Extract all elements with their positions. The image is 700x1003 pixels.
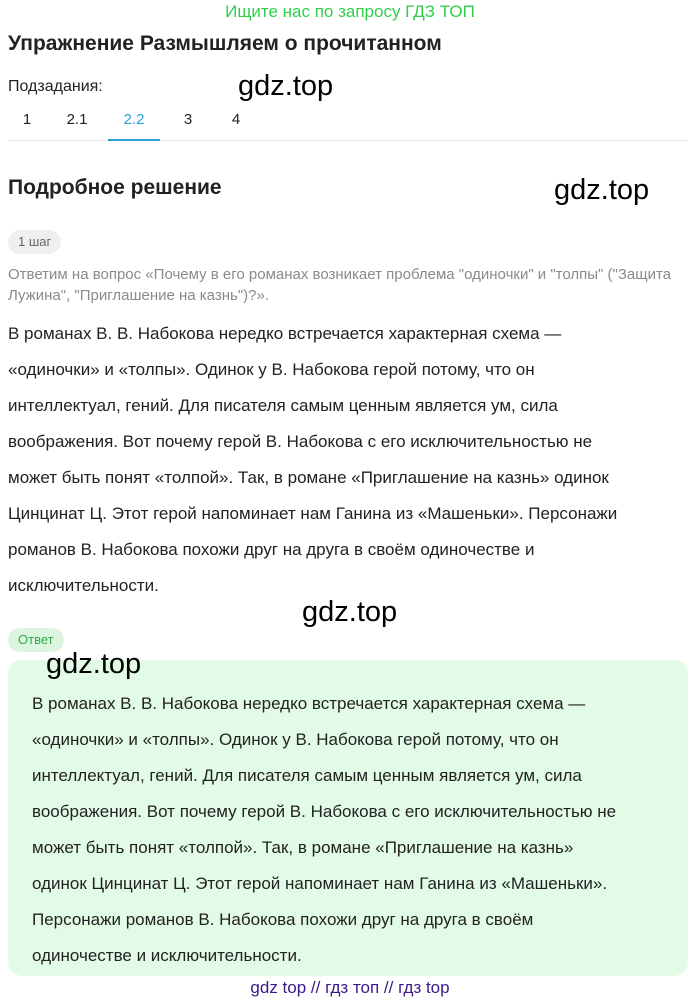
answer-line: одиночестве и исключительности. xyxy=(32,946,302,965)
answer-badge: Ответ xyxy=(8,628,64,652)
answer-line: интеллектуал, гений. Для писателя самым ценным является ум, сила xyxy=(32,766,582,785)
solution-text xyxy=(8,316,688,604)
solution-line: может быть понят «толпой». Так, в романе «Приглашение на казнь» одинок xyxy=(8,468,609,487)
watermark: gdz.top xyxy=(238,70,334,102)
promo-banner[interactable]: Ищите нас по запросу ГДЗ ТОП xyxy=(225,2,475,21)
step-badge: 1 шаг xyxy=(8,230,61,254)
tab-2-2[interactable]: 2.2 xyxy=(108,110,160,141)
solution-line: Цинцинат Ц. Этот герой напоминает нам Ганина из «Машеньки». Персонажи xyxy=(8,504,618,523)
tab-3[interactable]: 3 xyxy=(183,111,193,128)
solution-line: исключительности. xyxy=(8,576,159,595)
subtasks-label: Подзадания: xyxy=(8,78,103,95)
subtask-tabs xyxy=(8,110,688,141)
solution-title: Подробное решение xyxy=(8,176,222,199)
tab-1[interactable]: 1 xyxy=(22,111,32,128)
answer-line: «одиночки» и «толпы». Одинок у В. Набокова герой потому, что он xyxy=(32,730,559,749)
watermark: gdz.top xyxy=(302,596,398,628)
answer-line: В романах В. В. Набокова нередко встречается характерная схема — xyxy=(32,694,586,713)
watermark: gdz.top xyxy=(554,174,650,206)
footer-links[interactable]: gdz top // гдз топ // гдз top xyxy=(250,978,450,997)
solution-line: романов В. Набокова похожи друг на друга в своём одиночестве и xyxy=(8,540,535,559)
tab-4[interactable]: 4 xyxy=(231,111,241,128)
tab-2-1[interactable]: 2.1 xyxy=(66,111,88,128)
answer-line: одинок Цинцинат Ц. Этот герой напоминает нам Ганина из «Машеньки». xyxy=(32,874,608,893)
answer-line: воображения. Вот почему герой В. Набокова с его исключительностью не xyxy=(32,802,617,821)
solution-line: В романах В. В. Набокова нередко встречается характерная схема — xyxy=(8,324,562,343)
answer-text xyxy=(32,686,672,974)
page-title: Упражнение Размышляем о прочитанном xyxy=(8,32,442,55)
solution-line: интеллектуал, гений. Для писателя самым ценным является ум, сила xyxy=(8,396,558,415)
watermark: gdz.top xyxy=(46,648,142,680)
solution-line: воображения. Вот почему герой В. Набокова с его исключительностью не xyxy=(8,432,593,451)
question-text: Ответим на вопрос «Почему в его романах возникает проблема "одиночки" и "толпы" ("Защита Лужина", "Приглашение на казнь")?». xyxy=(8,266,672,304)
answer-line: может быть понят «толпой». Так, в романе «Приглашение на казнь» xyxy=(32,838,574,857)
answer-line: Персонажи романов В. Набокова похожи друг на друга в своём xyxy=(32,910,534,929)
solution-line: «одиночки» и «толпы». Одинок у В. Набокова герой потому, что он xyxy=(8,360,535,379)
